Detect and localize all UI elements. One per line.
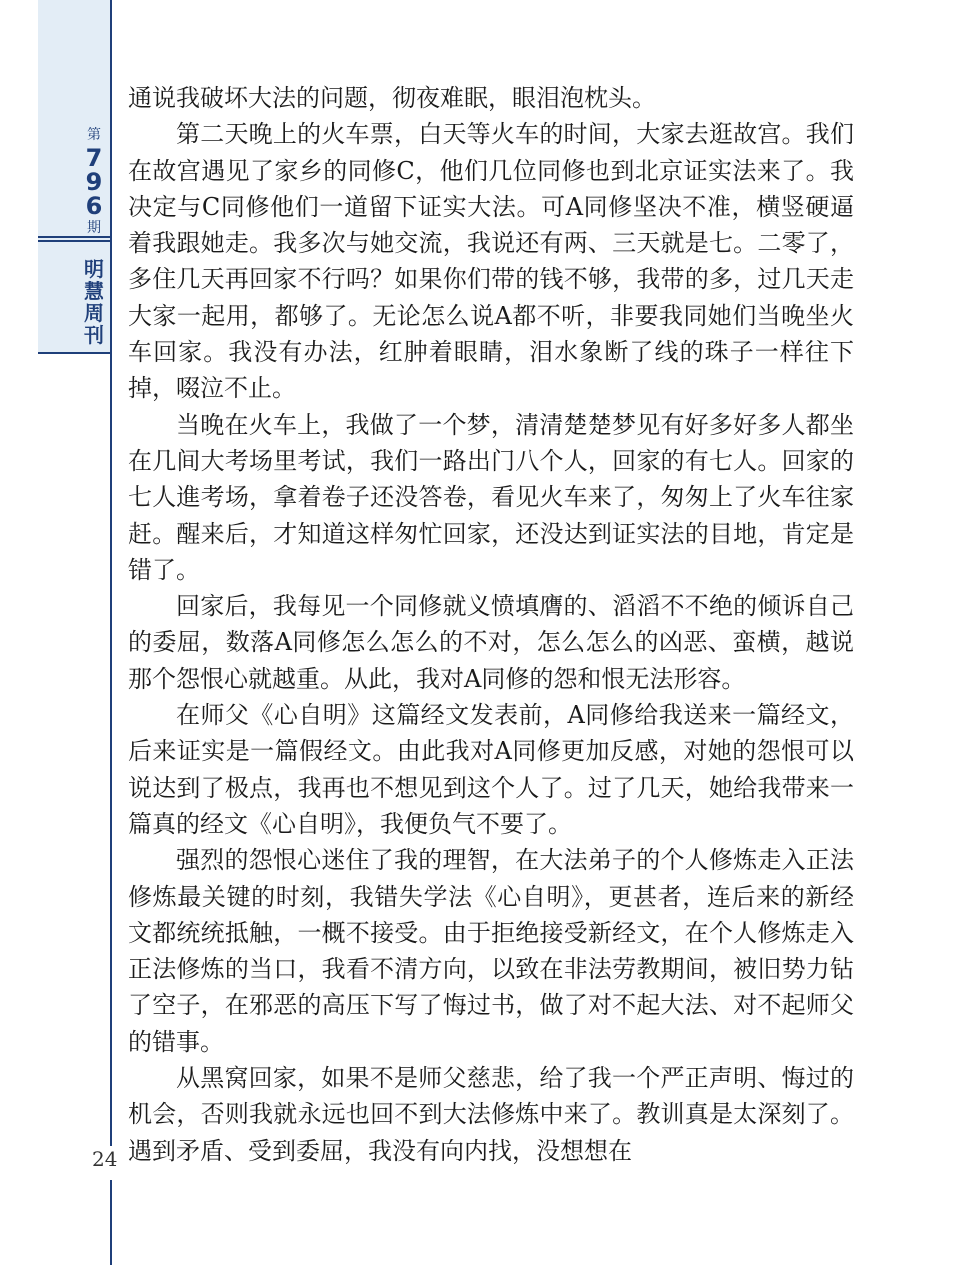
issue-suffix: 期 — [87, 220, 101, 236]
sidebar-rule — [110, 0, 112, 1265]
page-number: 24 — [92, 1147, 118, 1171]
paragraph: 通说我破坏大法的问题，彻夜难眠，眼泪泡枕头。 — [128, 84, 656, 112]
paragraph: 在师父《心自明》这篇经文发表前，A同修给我送来一篇经文，后来证实是一篇假经文。由此我对A同修更加反感，对她的怨恨可以说达到了极点，我再也不想见到这个人了。过了几天，她给我带来一篇真的经文《心自明》，我便负气不要了。 — [128, 701, 854, 838]
paragraph: 第二天晚上的火车票，白天等火车的时间，大家去逛故宫。我们在故宫遇见了家乡的同修C，他们几位同修也到北京证实法来了。我决定与C同修他们一道留下证实大法。可A同修坚决不准，横竖硬逼着我跟她走。我多次与她交流，我说还有两、三天就是七。二零了，多住几天再回家不行吗？如果你们带的钱不够，我带的多，过几天走大家一起用，都够了。无论怎么说A都不听，非要我同她们当晚坐火车回家。我没有办法，红肿着眼睛，泪水象断了线的珠子一样往下掉，啜泣不止。 — [128, 120, 854, 403]
paragraph: 从黑窝回家，如果不是师父慈悲，给了我一个严正声明、悔过的机会，否则我就永远也回不到大法修炼中来了。教训真是太深刻了。遇到矛盾、受到委屈，我没有向内找，没想想在 — [128, 1064, 854, 1165]
article-body — [128, 80, 854, 1169]
sidebar-bottom-rule — [38, 352, 112, 354]
issue-number: 796 — [85, 144, 103, 220]
magazine-name: 明慧周刊 — [84, 257, 104, 347]
paragraph: 强烈的怨恨心迷住了我的理智，在大法弟子的个人修炼走入正法修炼最关键的时刻，我错失学法《心自明》，更甚者，连后来的新经文都统统抵触，一概不接受。由于拒绝接受新经文，在个人修炼走入正法修炼的当口，我看不清方向，以致在非法劳教期间，被旧势力钻了空子，在邪恶的高压下写了悔过书，做了对不起大法、对不起师父的错事。 — [128, 846, 854, 1056]
paragraph: 当晚在火车上，我做了一个梦，清清楚楚梦见有好多好多人都坐在几间大考场里考试，我们一路出门八个人，回家的有七人。回家的七人進考场，拿着卷子还没答卷，看见火车来了，匆匆上了火车往家赶。醒来后，才知道这样匆忙回家，还没达到证实法的目地，肯定是错了。 — [128, 410, 854, 584]
issue-prefix: 第 — [87, 127, 101, 143]
paragraph: 回家后，我每见一个同修就义愤填膺的、滔滔不不绝的倾诉自己的委屈，数落A同修怎么怎么的不对，怎么怎么的凶恶、蛮横，越说那个怨恨心就越重。从此，我对A同修的怨和恨无法形容。 — [128, 592, 854, 693]
